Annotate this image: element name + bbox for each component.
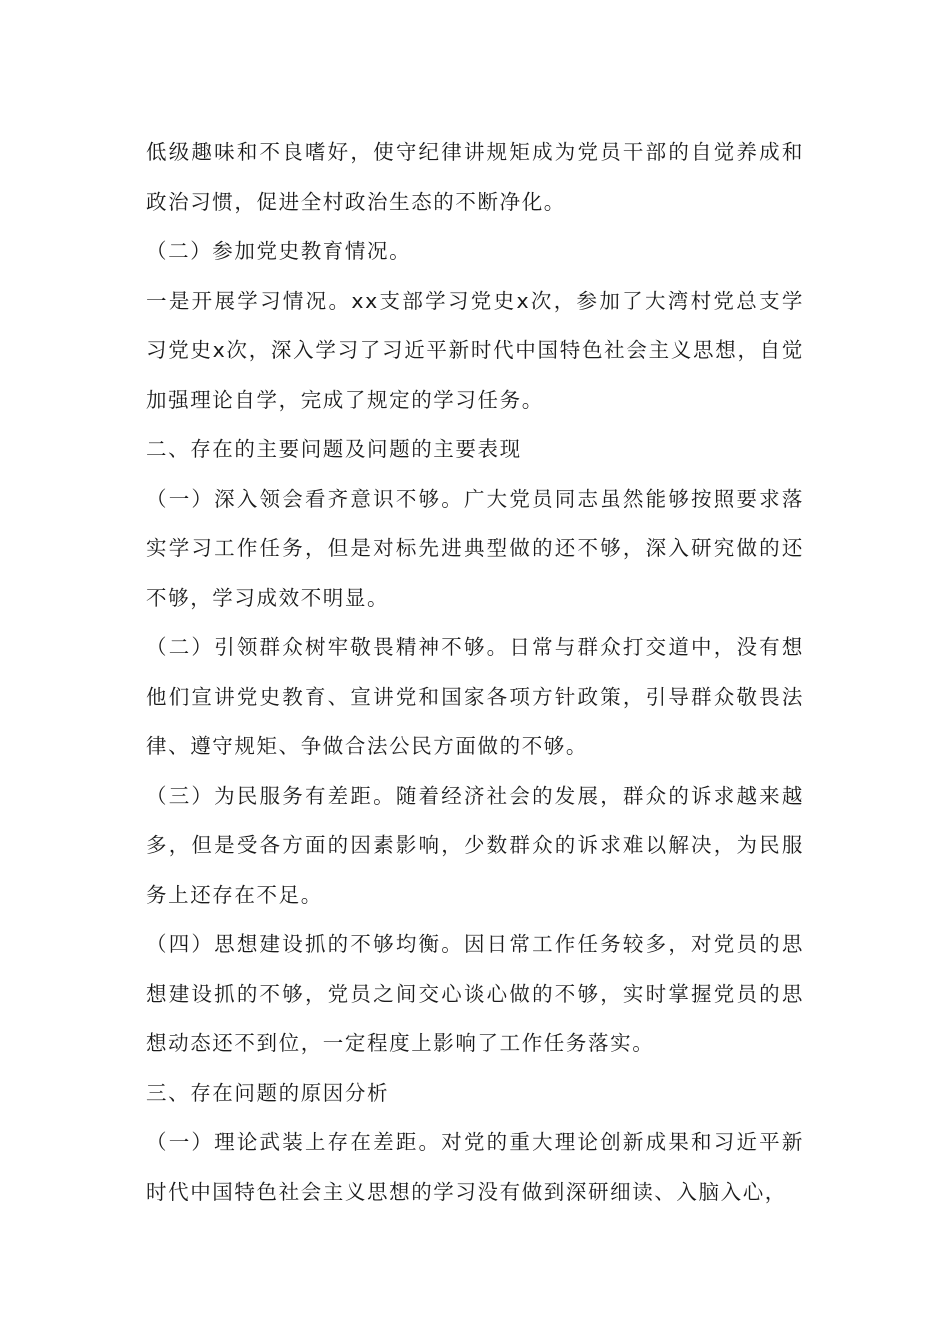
heading-cause-analysis: 三、存在问题的原因分析 <box>146 1080 390 1105</box>
paragraph-problem-3: （三）为民服务有差距。随着经济社会的发展，群众的诉求越来越多，但是受各方面的因素影响，少数群众的诉求难以解决，为民服务上还存在不足。 <box>146 783 804 907</box>
heading-party-history-education: （二）参加党史教育情况。 <box>146 239 412 263</box>
heading-main-problems: 二、存在的主要问题及问题的主要表现 <box>146 437 522 461</box>
paragraph-study-situation: 一是开展学习情况。xx支部学习党史x次，参加了大湾村党总支学习党史x次，深入学习了习近平新时代中国特色社会主义思想，自觉加强理论自学，完成了规定的学习任务。 <box>146 288 804 412</box>
paragraph-problem-1: （一）深入领会看齐意识不够。广大党员同志虽然能够按照要求落实学习工作任务，但是对标先进典型做的还不够，深入研究做的还不够，学习成效不明显。 <box>146 486 804 610</box>
paragraph-continuation: 低级趣味和不良嗜好，使守纪律讲规矩成为党员干部的自觉养成和政治习惯，促进全村政治生态的不断净化。 <box>146 140 804 214</box>
document-body <box>146 128 804 1217</box>
paragraph-problem-2: （二）引领群众树牢敬畏精神不够。日常与群众打交道中，没有想他们宣讲党史教育、宣讲党和国家各项方针政策，引导群众敬畏法律、遵守规矩、争做合法公民方面做的不够。 <box>146 635 804 758</box>
paragraph-problem-4: （四）思想建设抓的不够均衡。因日常工作任务较多，对党员的思想建设抓的不够，党员之间交心谈心做的不够，实时掌握党员的思想动态还不到位，一定程度上影响了工作任务落实。 <box>146 932 804 1055</box>
paragraph-cause-1: （一）理论武装上存在差距。对党的重大理论创新成果和习近平新时代中国特色社会主义思想的学习没有做到深研细读、入脑入心， <box>146 1130 804 1204</box>
